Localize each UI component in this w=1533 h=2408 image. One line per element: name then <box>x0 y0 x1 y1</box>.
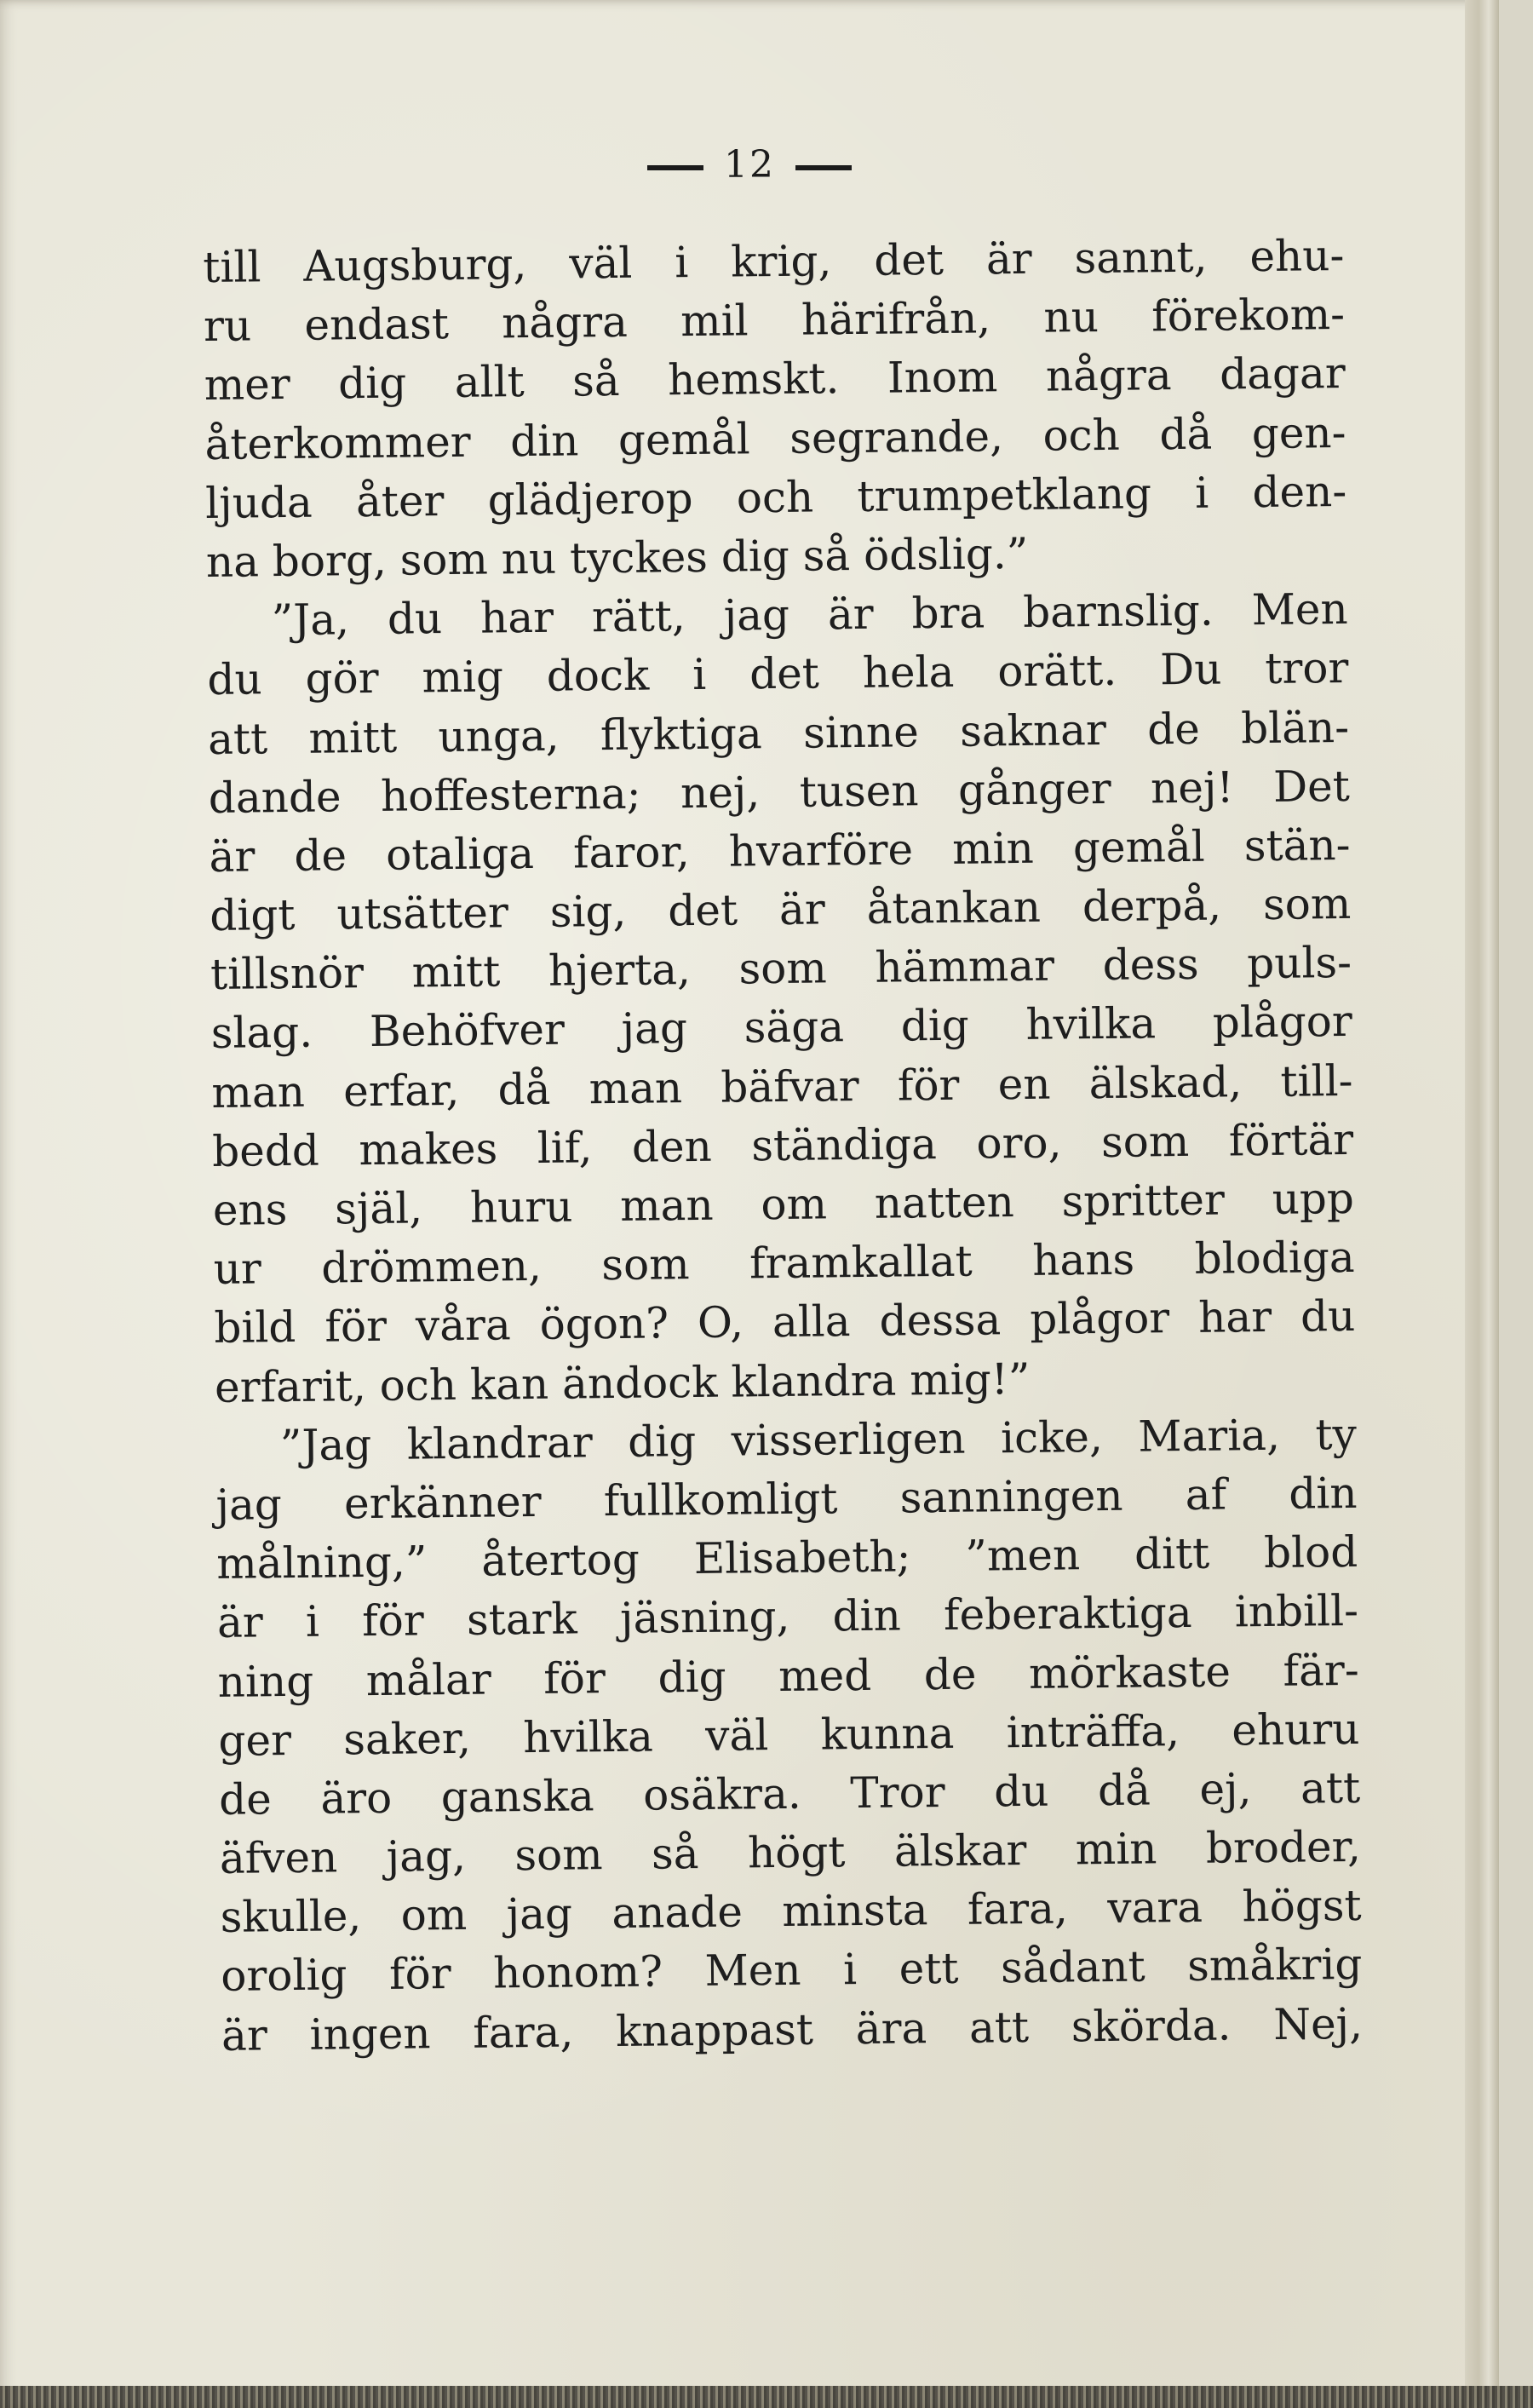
text-line: de äro ganska osäkra. Tror du då ej, att <box>218 1762 1361 1825</box>
text-line: ru endast några mil härifrån, nu förekom- <box>203 290 1346 352</box>
text-line: ”Jag klandrar dig visserligen icke, Maria, ty <box>279 1409 1358 1470</box>
text-line: ”Ja, du har rätt, jag är bra barnslig. Men <box>271 584 1348 646</box>
text-line: bild för våra ögon? O, alla dessa plågor har du <box>214 1291 1356 1353</box>
text-line: är i för stark jäsning, din feberaktiga inbill- <box>216 1586 1359 1648</box>
text-line: bedd makes lif, den ständiga oro, som förtär <box>211 1114 1354 1176</box>
text-line: ger saker, hvilka väl kunna inträffa, ehuru <box>218 1704 1360 1766</box>
text-line: du gör mig dock i det hela orätt. Du tror <box>207 643 1349 705</box>
text-line: äfven jag, som så högt älskar min broder, <box>219 1821 1362 1883</box>
text-line: ning målar för dig med de mörkaste fär- <box>217 1645 1359 1707</box>
text-line: erfarit, och kan ändock klandra mig!” <box>214 1353 1031 1412</box>
text-line: återkommer din gemål segrande, och då gen- <box>204 407 1346 469</box>
text-line: är ingen fara, knappast ära att skörda. Nej, <box>221 1998 1364 2060</box>
text-line: digt utsätter sig, det är åtankan derpå, som <box>210 878 1352 941</box>
text-line: na borg, som nu tyckes dig så ödslig.” <box>205 528 1029 587</box>
text-line: ljuda åter glädjerop och trumpetklang i den- <box>204 466 1347 528</box>
text-line: slag. Behöfver jag säga dig hvilka plågor <box>210 997 1353 1059</box>
text-line: att mitt unga, flyktiga sinne saknar de blän- <box>207 702 1350 764</box>
text-line: målning,” återtog Elisabeth; ”men ditt blod <box>215 1527 1358 1589</box>
text-line: är de otaliga faror, hvarföre min gemål stän- <box>209 819 1351 882</box>
page-header <box>0 143 1499 187</box>
page-edge <box>1465 0 1499 2408</box>
text-line: jag erkänner fullkomligt sanningen af din <box>215 1468 1358 1530</box>
text-line: ens själ, huru man om natten spritter upp <box>212 1173 1355 1235</box>
text-line: man erfar, då man bäfvar för en älskad, till- <box>211 1055 1353 1118</box>
header-dash-right <box>795 165 852 170</box>
text-line: tillsnör mitt hjerta, som hämmar dess puls- <box>210 938 1352 1000</box>
book-bottom-edge <box>0 2386 1533 2408</box>
text-line: mer dig allt så hemskt. Inom några dagar <box>204 348 1346 411</box>
text-line: orolig för honom? Men i ett sådant småkrig <box>221 1940 1363 2002</box>
header-dash-left <box>647 165 703 170</box>
text-line: skulle, om jag anade minsta fara, vara högst <box>220 1881 1362 1943</box>
text-line: dande hoffesterna; nej, tusen gånger nej! Det <box>208 761 1351 823</box>
page-number: 12 <box>724 143 775 187</box>
text-line: till Augsburg, väl i krig, det är sannt, ehu- <box>203 230 1345 292</box>
body-text <box>203 227 1363 2066</box>
text-line: ur drömmen, som framkallat hans blodiga <box>213 1233 1355 1295</box>
